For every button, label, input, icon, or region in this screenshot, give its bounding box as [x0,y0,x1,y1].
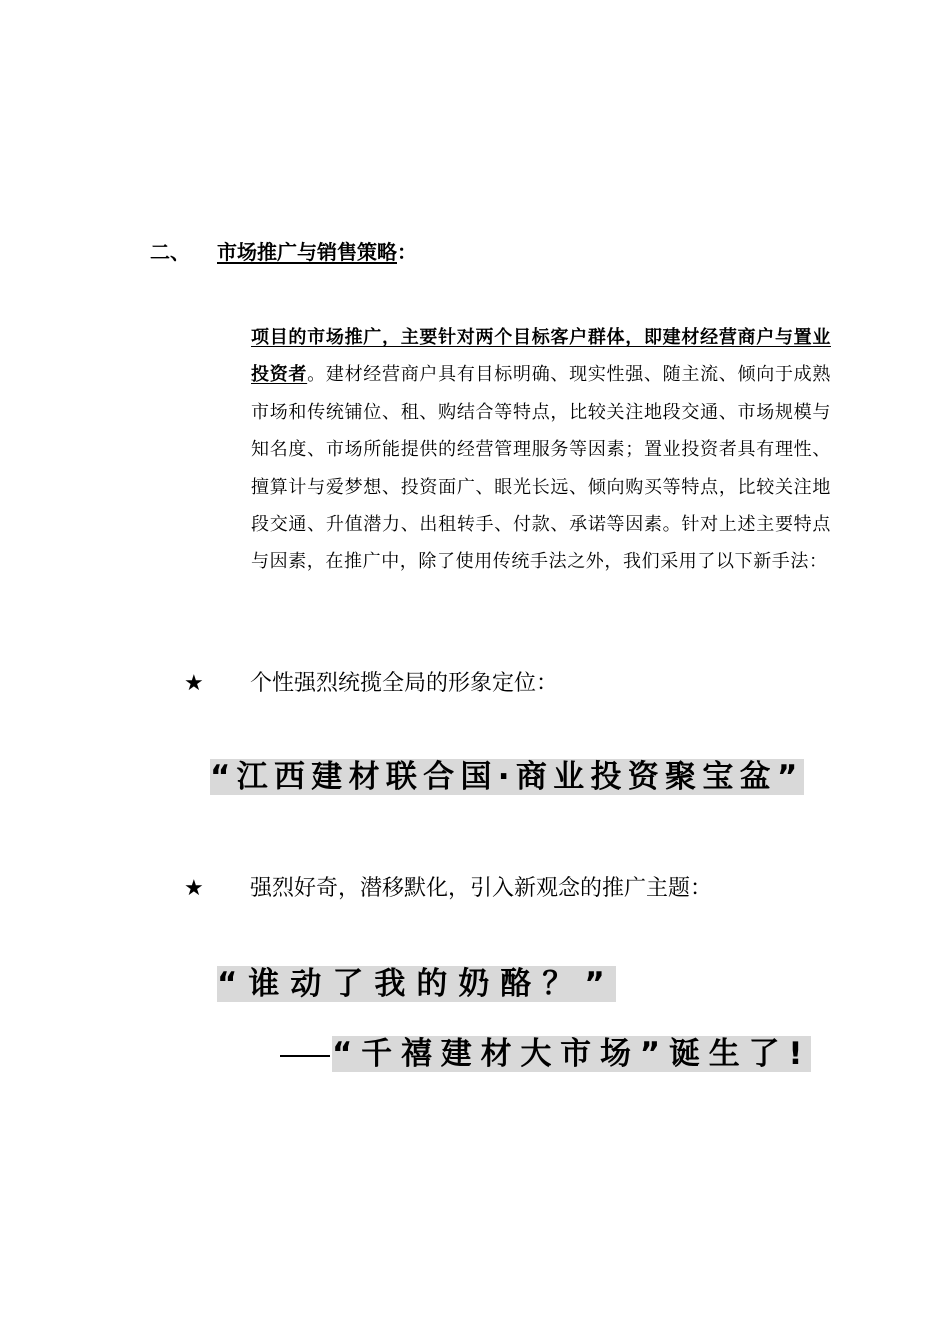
positioning-slogan-text: “江西建材联合国·商业投资聚宝盆” [210,759,804,795]
section-colon: ： [397,240,417,264]
theme-answer-text: “千禧建材大市场”诞生了! [332,1036,812,1072]
section-title: 市场推广与销售策略 [217,240,397,264]
section-number: 二、 [150,240,190,264]
intro-lead: 项目的市场推广，主要针对两个目标客户群体，即建材经营商户与置业投资者 [251,327,831,386]
intro-body: 。建材经营商户具有目标明确、现实性强、随主流、倾向于成熟市场和传统铺位、租、购结合等特点，比较关注地段交通、市场规模与知名度、市场所能提供的经营管理服务等因素；置业投资者具有理性、擅算计与爱梦想、投资面广、眼光长远、倾向购买等特点，比较关注地段交通、升值潜力、出租转手、付款、承诺等因素。针对上述主要特点与因素，在推广中，除了使用传统手法之外，我们采用了以下新手法： [251,364,831,573]
positioning-slogan [210,757,804,797]
theme-answer-slogan [280,1034,811,1074]
em-dash-rule [280,1055,330,1057]
theme-question-slogan [217,964,616,1004]
section-heading [150,236,417,265]
bullet-positioning [184,666,558,697]
star-icon: ★ [184,876,204,901]
bullet-positioning-text: 个性强烈统揽全局的形象定位： [250,671,559,696]
bullet-theme [184,871,712,902]
theme-question-text: “谁动了我的奶酪？” [217,966,616,1002]
bullet-theme-text: 强烈好奇，潜移默化，引入新观念的推广主题： [250,876,713,901]
star-icon: ★ [184,671,204,696]
intro-paragraph [251,319,831,581]
